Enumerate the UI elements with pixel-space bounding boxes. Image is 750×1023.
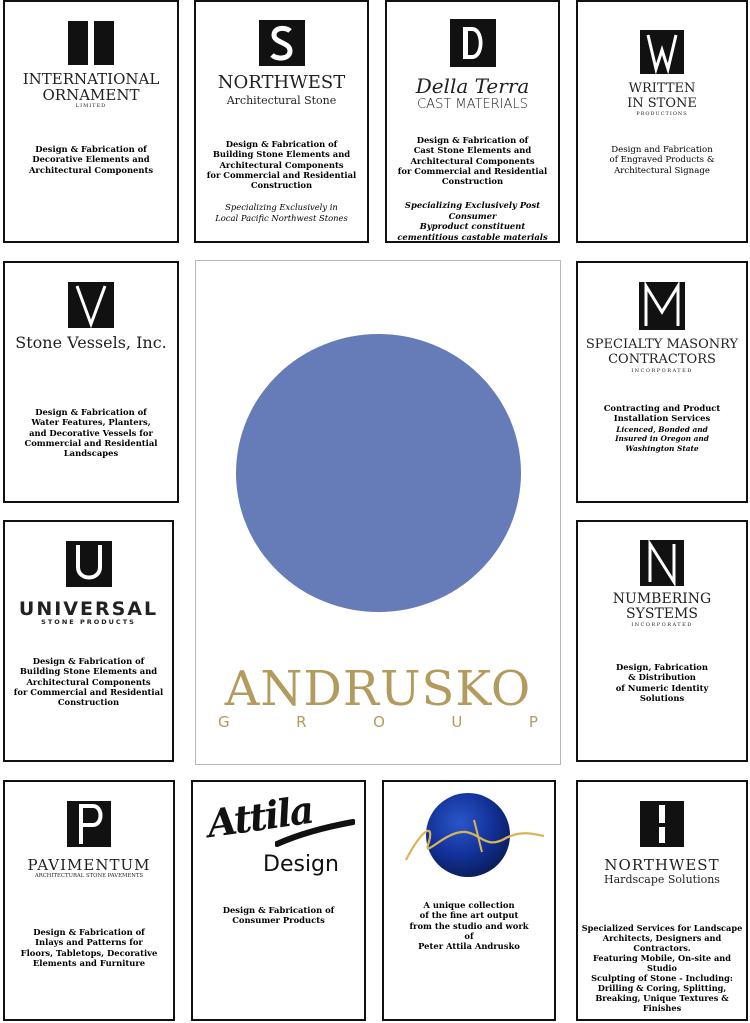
v-monogram-icon	[68, 282, 114, 328]
brand-name: ANDRUSKO	[224, 661, 532, 717]
desc-line: Construction	[250, 180, 313, 190]
card-description	[581, 923, 743, 1013]
company-name: NORTHWEST	[604, 856, 720, 874]
desc-line: for Commercial and Residential	[13, 686, 164, 697]
card-specialty-masonry	[576, 261, 748, 503]
blue-circle-emblem	[236, 334, 521, 612]
desc-line: Inlays and Patterns for	[35, 937, 143, 948]
desc-line: Water Features, Planters,	[31, 417, 151, 428]
company-name-line2: CONTRACTORS	[608, 352, 716, 367]
card-description	[584, 145, 740, 176]
note-line: Washington State	[625, 443, 699, 453]
company-name-line1: SPECIALTY MASONRY	[585, 337, 739, 352]
note-line: Local Pacific Northwest Stones	[215, 212, 348, 223]
desc-line: Building Stone Elements and	[212, 149, 351, 160]
card-international-ornament	[3, 0, 179, 243]
card-attila-design	[191, 780, 366, 1021]
card-description	[11, 144, 171, 175]
andrusko-group-center-card	[195, 260, 561, 765]
desc-line: Design and Fabrication	[611, 145, 713, 155]
desc-line: Design & Fabrication of	[35, 144, 147, 154]
card-description	[11, 407, 171, 458]
desc-line: from the studio and work	[409, 920, 529, 931]
desc-line: A unique collection	[423, 900, 515, 910]
desc-line: Architectural Components	[26, 676, 151, 687]
card-note	[584, 425, 740, 453]
desc-line: for Commercial and Residential	[206, 169, 357, 180]
desc-line: Design & Fabrication of	[35, 407, 147, 417]
desc-line: Consumer Products	[232, 915, 325, 926]
u-monogram-icon	[66, 541, 112, 587]
s-monogram-icon	[259, 20, 305, 66]
desc-line: for Commercial and Residential	[397, 165, 548, 176]
company-name: NORTHWEST	[217, 72, 346, 93]
card-della-terra	[385, 0, 560, 243]
desc-line: Sculpting of Stone - Including:	[591, 973, 733, 983]
note-line: Specializing Exclusively in	[225, 202, 338, 212]
h-monogram-icon	[640, 801, 684, 847]
card-northwest-hardscape	[576, 780, 748, 1021]
card-fine-art	[382, 780, 556, 1021]
desc-line: of	[464, 930, 474, 941]
desc-line: Installation Services	[613, 413, 711, 424]
desc-line: Landscapes	[63, 448, 119, 458]
m-monogram-icon	[639, 282, 685, 330]
card-description	[202, 139, 361, 190]
card-description	[11, 656, 166, 707]
desc-line: Design & Fabrication of	[222, 905, 335, 915]
company-name-line2: IN STONE	[627, 96, 697, 111]
desc-line: Specialized Services for Landscape	[581, 923, 743, 933]
desc-line: Construction	[57, 697, 120, 707]
desc-line: Architectural Components	[410, 155, 535, 166]
desc-line: of Numeric Identity	[615, 682, 709, 693]
desc-line: Solutions	[639, 692, 685, 703]
card-description	[584, 662, 740, 703]
card-note	[202, 202, 361, 223]
note-line: Byproduct constituent	[419, 221, 526, 231]
company-subtitle: CAST MATERIALS	[417, 97, 528, 112]
company-name: Stone Vessels, Inc.	[15, 333, 167, 352]
d-monogram-icon	[450, 19, 496, 67]
desc-line: Breaking, Unique Textures & Finishes	[595, 993, 729, 1013]
card-written-in-stone	[576, 0, 748, 243]
n-monogram-icon	[640, 540, 684, 586]
desc-line: Peter Attila Andrusko	[418, 941, 520, 951]
company-name: Design	[263, 852, 339, 877]
card-description	[584, 403, 740, 424]
brand-group-word	[218, 713, 538, 731]
card-description	[393, 135, 552, 186]
card-universal-stone-products	[3, 520, 174, 762]
desc-line: Design & Fabrication of	[33, 927, 145, 937]
desc-line: of the fine art output	[419, 910, 519, 921]
desc-line: of Engraved Products &	[609, 155, 715, 166]
company-subtitle: INCORPORATED	[631, 622, 693, 628]
company-name: PAVIMENTUM	[27, 856, 151, 874]
desc-line: Cast Stone Elements and	[413, 145, 532, 156]
group-letter: U	[451, 713, 463, 731]
desc-line: & Distribution	[628, 672, 696, 683]
note-line: Licenced, Bonded and	[616, 425, 708, 434]
brush-stroke-icon	[275, 818, 355, 848]
note-line: cementitious castable materials	[397, 231, 548, 242]
company-name-line1: NUMBERING	[612, 591, 712, 607]
desc-line: Design & Fabrication of	[225, 139, 338, 149]
company-subtitle: STONE PRODUCTS	[41, 618, 136, 626]
desc-line: Decorative Elements and	[32, 154, 150, 165]
company-subtitle: Hardscape Solutions	[604, 873, 720, 886]
card-description	[199, 905, 358, 926]
company-name: Della Terra	[415, 74, 530, 98]
signature-orb-icon	[396, 790, 546, 880]
desc-line: Architectural Components	[28, 164, 154, 175]
desc-line: Contracting and Product	[603, 403, 721, 413]
group-letter: R	[296, 713, 307, 731]
i-monogram-icon	[67, 20, 115, 68]
card-description	[390, 900, 548, 951]
company-subtitle: ARCHITECTURAL STONE PAVEMENTS	[34, 873, 144, 879]
group-letter: P	[528, 713, 538, 731]
desc-line: Building Stone Elements and	[19, 666, 158, 677]
desc-line: Featuring Mobile, On-site and Studio	[593, 953, 731, 973]
group-letter: O	[373, 713, 385, 731]
p-monogram-icon	[67, 801, 111, 847]
company-subtitle: LIMITED	[75, 103, 107, 109]
company-name-line2: SYSTEMS	[626, 606, 698, 622]
group-letter: G	[218, 713, 230, 731]
desc-line: Design & Fabrication of	[416, 135, 529, 145]
desc-line: Construction	[441, 176, 504, 186]
card-description	[11, 927, 167, 968]
company-subtitle: PRODUCTIONS	[636, 111, 688, 117]
note-line: Specializing Exclusively Post Consumer	[404, 200, 541, 221]
desc-line: Design, Fabrication	[616, 662, 708, 672]
card-stone-vessels	[3, 261, 179, 503]
desc-line: Architects, Designers and Contractors.	[602, 933, 722, 953]
company-name: UNIVERSAL	[18, 598, 159, 620]
note-line: Insured in Oregon and	[615, 434, 709, 444]
desc-line: Design & Fabrication of	[32, 656, 145, 666]
company-name-line1: WRITTEN	[628, 81, 696, 96]
company-name-line2: ORNAMENT	[42, 86, 140, 104]
desc-line: Elements and Furniture	[32, 957, 146, 968]
desc-line: Commercial and Residential	[24, 437, 158, 448]
desc-line: Drilling & Coring, Splitting,	[597, 983, 727, 993]
desc-line: Architectural Components	[219, 159, 344, 170]
company-subtitle: Architectural Stone	[226, 94, 337, 107]
attila-script-logo: Attila	[204, 786, 315, 847]
card-pavimentum	[3, 780, 175, 1021]
company-name-line1: INTERNATIONAL	[22, 70, 160, 88]
w-monogram-icon	[640, 30, 684, 74]
desc-line: and Decorative Vessels for	[29, 427, 153, 438]
company-subtitle: INCORPORATED	[631, 368, 693, 374]
desc-line: Floors, Tabletops, Decorative	[20, 947, 158, 958]
card-note	[393, 200, 552, 242]
card-northwest-architectural-stone	[194, 0, 369, 243]
card-numbering-systems	[576, 520, 748, 762]
desc-line: Architectural Signage	[614, 165, 710, 176]
